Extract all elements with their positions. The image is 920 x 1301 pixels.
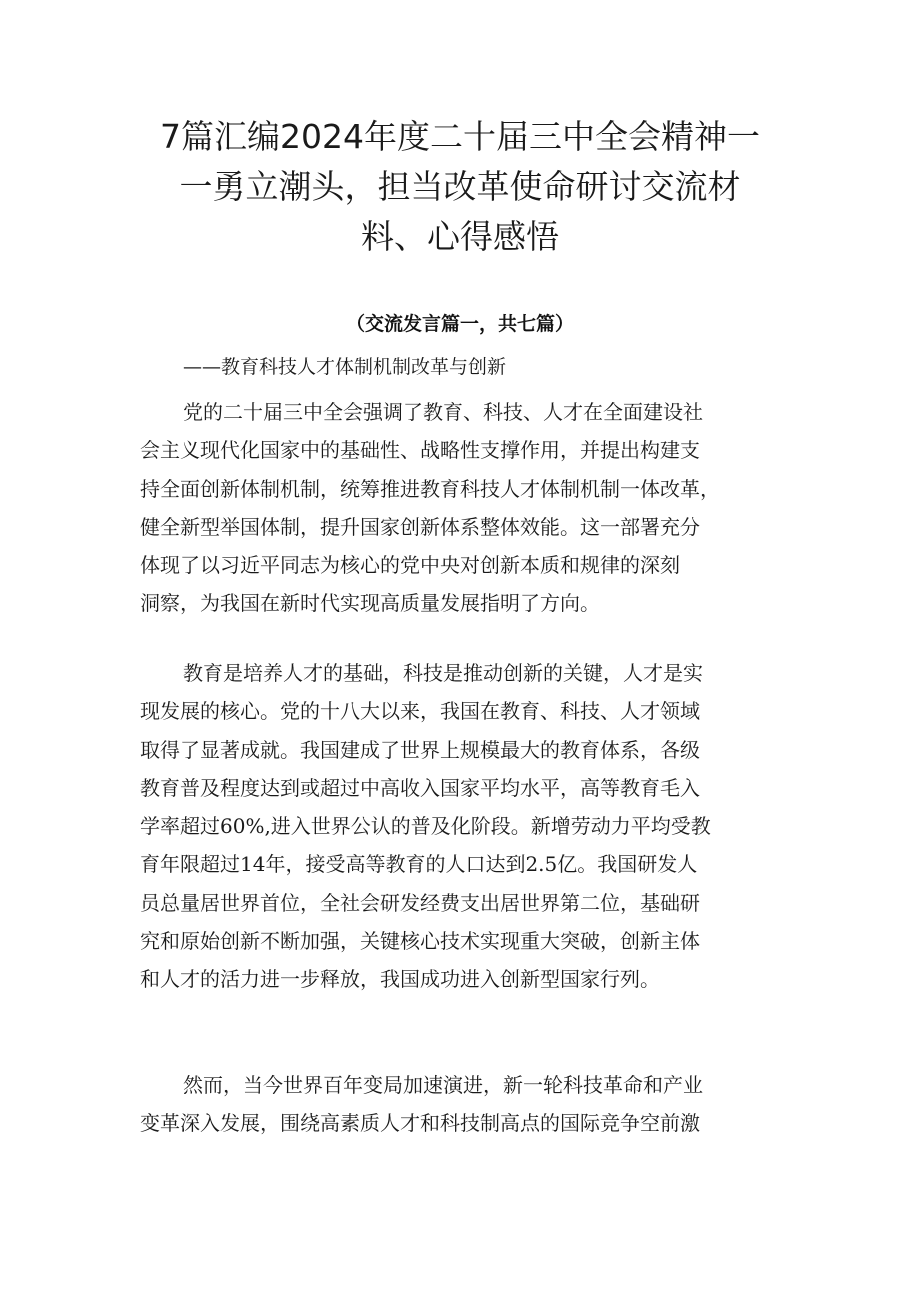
title-line: 料、心得感悟 [361, 217, 559, 256]
paragraph-line: 洞察，为我国在新时代实现高质量发展指明了方向。 [140, 591, 600, 616]
title-line: 一勇立潮头，担当改革使命研讨交流材 [179, 167, 741, 206]
paragraph-line: 现发展的核心。党的十八大以来，我国在教育、科技、人才领域 [140, 699, 700, 724]
paragraph-line: 会主义现代化国家中的基础性、战略性支撑作用，并提出构建支 [140, 438, 700, 463]
paragraph-line: 育年限超过14年，接受高等教育的人口达到2.5亿。我国研发人 [140, 852, 698, 877]
paragraph-line: 健全新型举国体制，提升国家创新体系整体效能。这一部署充分 [140, 514, 700, 539]
paragraph-line: 和人才的活力进一步释放，我国成功进入创新型国家行列。 [140, 967, 660, 992]
paragraph-line: 究和原始创新不断加强，关键核心技术实现重大突破，创新主体 [140, 929, 700, 954]
paragraph-line: 教育普及程度达到或超过中高收入国家平均水平，高等教育毛入 [140, 775, 700, 800]
paragraph-line: 然而，当今世界百年变局加速演进，新一轮科技革命和产业 [183, 1073, 703, 1097]
paragraph-line: 持全面创新体制机制，统筹推进教育科技人才体制机制一体改革， [140, 476, 720, 501]
paragraph-line: 党的二十届三中全会强调了教育、科技、人才在全面建设社 [183, 400, 703, 424]
paragraph-line: 取得了显著成就。我国建成了世界上规模最大的教育体系，各级 [140, 737, 700, 762]
paragraph-line: 教育是培养人才的基础，科技是推动创新的关键，人才是实 [183, 661, 703, 685]
paragraph [140, 654, 780, 999]
document-title [130, 112, 790, 262]
paragraph [140, 1066, 780, 1143]
paragraph-line: 体现了以习近平同志为核心的党中央对创新本质和规律的深刻 [140, 553, 680, 578]
paragraph-line: 员总量居世界首位，全社会研发经费支出居世界第二位，基础研 [140, 890, 700, 915]
paragraph [140, 393, 780, 623]
paragraph-line: 学率超过60%,进入世界公认的普及化阶段。新增劳动力平均受教 [140, 814, 711, 839]
section-subtitle: （交流发言篇一，共七篇） [345, 313, 574, 335]
title-line: 7篇汇编2024年度二十届三中全会精神一 [160, 117, 760, 156]
section-subheading: ——教育科技人才体制机制改革与创新 [183, 356, 507, 378]
paragraph-line: 变革深入发展，围绕高素质人才和科技制高点的国际竞争空前激 [140, 1111, 700, 1136]
